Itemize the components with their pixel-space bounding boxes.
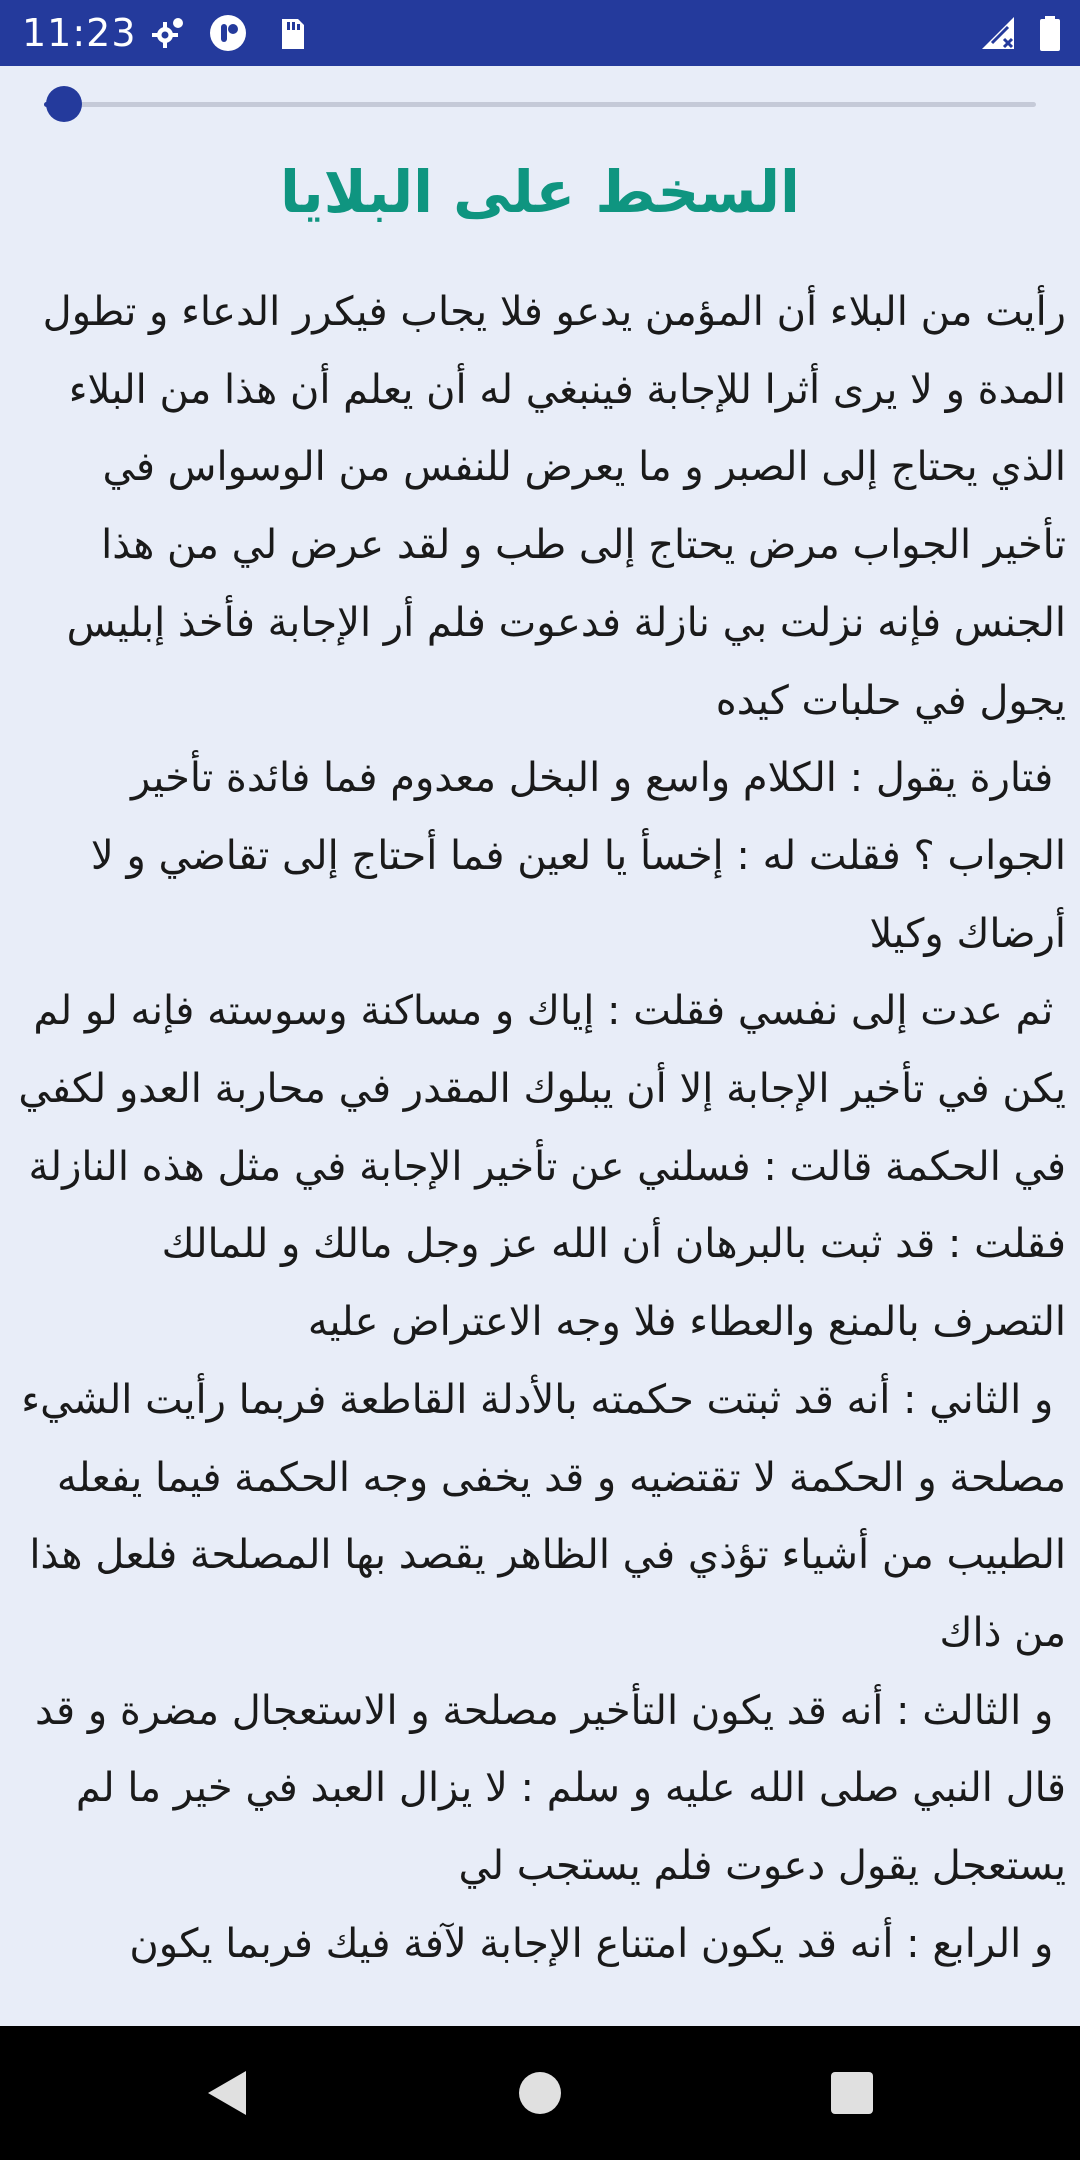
notification-icon — [208, 13, 248, 53]
home-icon[interactable] — [510, 2063, 570, 2123]
signal-icon — [978, 13, 1018, 53]
settings-icon — [148, 13, 188, 53]
battery-icon — [1030, 13, 1070, 53]
navigation-bar — [0, 2026, 1080, 2160]
back-icon[interactable] — [198, 2063, 258, 2123]
progress-track — [44, 102, 1036, 107]
status-time: 11:23 — [22, 11, 137, 55]
reading-progress-slider[interactable] — [26, 86, 1036, 122]
recents-icon[interactable] — [822, 2063, 882, 2123]
article-body: رأيت من البلاء أن المؤمن يدعو فلا يجاب فيكرر الدعاء و تطول المدة و لا يرى أثرا للإجابة فينبغي له أن يعلم أن هذا من البلاء الذي يحتاج إلى الصبر و ما يعرض للنفس من الوسواس في تأخير الجواب مرض يحتاج إلى طب و لقد عرض لي من هذا الجنس فإنه نزلت بي نازلة فدعوت فلم أر الإجابة فأخذ إبليس يجول في حلبات كيده فتارة يقول : الكلام واسع و البخل معدوم فما فائدة تأخير الجواب ؟ فقلت له : إخسأ يا لعين فما أحتاج إلى تقاضي و لا أرضاك وكيلا ثم عدت إلى نفسي فقلت : إياك و مساكنة وسوسته فإنه لو لم يكن في تأخير الإجابة إلا أن يبلوك المقدر في محاربة العدو لكفي في الحكمة قالت : فسلني عن تأخير الإجابة في مثل هذه النازلة فقلت : قد ثبت بالبرهان أن الله عز وجل مالك و للمالك التصرف بالمنع والعطاء فلا وجه الاعتراض عليه و الثاني : أنه قد ثبتت حكمته بالأدلة القاطعة فربما رأيت الشيء مصلحة و الحكمة لا تقتضيه و قد يخفى وجه الحكمة فيما يفعله الطبيب من أشياء تؤذي في الظاهر يقصد بها المصلحة فلعل هذا من ذاك و الثالث : أنه قد يكون التأخير مصلحة و الاستعجال مضرة و قد قال النبي صلى الله عليه و سلم : لا يزال العبد في خير ما لم يستعجل يقول دعوت فلم يستجب لي و الرابع : أنه قد يكون امتناع الإجابة لآفة فيك فربما يكون — [18, 289, 1066, 1967]
article-content[interactable] — [18, 274, 1066, 2026]
status-bar — [0, 0, 1080, 66]
page-title: السخط على البلايا — [280, 158, 800, 226]
sd-card-icon — [272, 13, 312, 53]
progress-thumb[interactable] — [46, 86, 82, 122]
